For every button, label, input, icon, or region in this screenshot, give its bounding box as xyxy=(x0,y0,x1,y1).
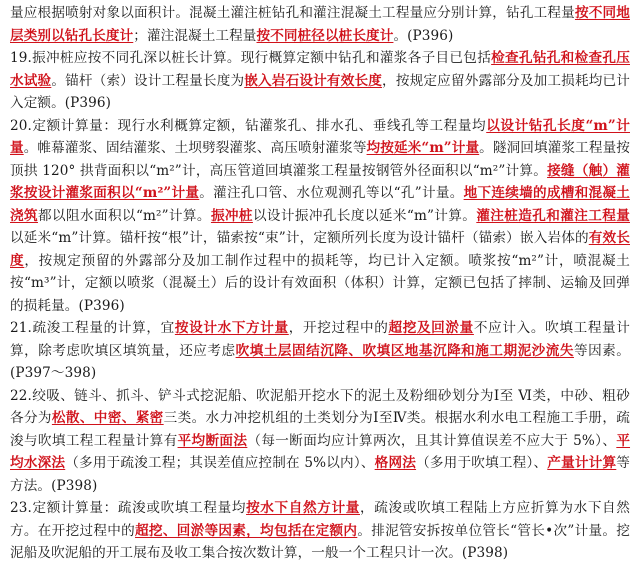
body-text: ，开挖过程中的 xyxy=(288,320,389,336)
body-text: （多用于吹填工程）、 xyxy=(416,455,548,471)
paragraph-23 xyxy=(10,497,630,565)
highlighted-key-phrase: 均按延米“m”计量 xyxy=(366,140,480,156)
highlighted-key-phrase: 以设计钻孔长度“m”计量 xyxy=(10,117,630,156)
body-text: ，按规定预留的外露部分及加工制作过程中的损耗等，均已计入定额。喷浆按“m²”计，喷混凝土按“m³”计，定额以喷浆（混凝土）后的设计有效面积（体积）计算，定额已包括了摔制、运输及回弹的损耗量。(P396) xyxy=(10,252,630,314)
body-text: ，疏浚或吹填工程陆上方应折算为水下自然方。在开挖过程中的 xyxy=(10,500,630,539)
body-text: 。隧洞回填灌浆工程量按顶拱 120° 拱背面积以“m²”计，高压管道回填灌浆工程量按钢管外径面积以“m²”计算。 xyxy=(10,140,630,179)
body-text: 等方法。(P398) xyxy=(10,455,630,494)
body-text: 21.疏浚工程量的计算，宜 xyxy=(10,320,175,336)
paragraph-22 xyxy=(10,385,630,498)
highlighted-key-phrase: 松散、中密、紧密 xyxy=(51,410,164,426)
highlighted-key-phrase: 地下连续墙的成槽和混凝土浇筑 xyxy=(10,185,630,224)
highlighted-key-phrase: 嵌入岩石设计有效长度 xyxy=(244,72,383,89)
body-text: 。帷幕灌浆、固结灌浆、土坝劈裂灌浆、高压喷射灌浆等 xyxy=(23,140,367,156)
paragraph-19 xyxy=(10,47,630,115)
highlighted-key-phrase: 灌注桩造孔和灌注工程量 xyxy=(476,207,630,224)
paragraph-21 xyxy=(10,317,630,385)
body-text: （多用于疏浚工程；其误差值应控制在 5%以内）、 xyxy=(65,455,375,471)
body-text: ，按规定应留外露部分及加工损耗均已计入定额。(P396) xyxy=(10,72,630,111)
body-text: 。锚杆（索）设计工程量长度为 xyxy=(51,72,245,89)
body-text: 19.振冲桩应按不同孔深以桩长计算。现行概算定额中钻孔和灌浆各子目已包括 xyxy=(10,50,492,66)
body-text: 量应根据喷射对象以面积计。混凝土灌注桩钻孔和灌注混凝土工程量应分别计算，钻孔工程量 xyxy=(10,5,575,21)
highlighted-key-phrase: 有效长度 xyxy=(10,230,630,269)
highlighted-key-phrase: 按不同桩径以桩长度计 xyxy=(256,27,394,44)
body-text: 不应计入。吹填工程量计算，除考虑吹填区填筑量，还应考虑 xyxy=(10,320,630,359)
body-text: 以延米“m”计算。锚杆按“根”计，锚索按“束”计，定额所列长度为设计锚杆（锚索）嵌入岩体的 xyxy=(10,230,589,246)
highlighted-key-phrase: 接缝（触）灌浆按设计灌浆面积以“m²”计量 xyxy=(10,162,630,201)
body-text: 。排泥管安拆按单位管长“管长•次”计量。挖泥船及吹泥船的开工展布及收工集合按次数计算，一般一个工程只计一次。(P398) xyxy=(10,522,630,561)
body-text: 以设计振冲孔长度以延米“m”计算。 xyxy=(252,207,477,224)
paragraph-20 xyxy=(10,115,630,318)
highlighted-key-phrase: 超挖、回淤等因素，均包括在定额内 xyxy=(135,522,358,539)
highlighted-key-phrase: 按设计水下方计量 xyxy=(174,320,289,336)
highlighted-key-phrase: 超挖及回淤量 xyxy=(388,320,474,336)
highlighted-key-phrase: 平均水深法 xyxy=(10,432,631,471)
highlighted-key-phrase: 检查孔钻孔和检查孔压水试验 xyxy=(10,50,630,89)
highlighted-key-phrase: 按不同地层类别以钻孔长度计 xyxy=(10,5,630,44)
body-text: （每一断面均应计算两次，且其计算值误差不应大于 5%）、 xyxy=(247,432,617,449)
body-text: 23.定额计算量：疏浚或吹填工程量均 xyxy=(10,500,247,516)
highlighted-key-phrase: 格网法 xyxy=(374,455,417,471)
body-text: 20.定额计算量：现行水利概算定额，钻灌浆孔、排水孔、垂线孔等工程量均 xyxy=(10,117,487,134)
body-text: 等因素。(P397～398) xyxy=(10,342,630,381)
body-text: 22.绞吸、链斗、抓斗、铲斗式挖泥船、吹泥船开挖水下的泥土及粉细砂划分为Ⅰ至 Ⅵ类，中砂、粗砂各分为 xyxy=(10,387,630,426)
highlighted-key-phrase: 按水下自然方计量 xyxy=(246,500,360,516)
paragraph-18-continued xyxy=(10,2,630,47)
highlighted-key-phrase: 振冲桩 xyxy=(210,207,253,224)
highlighted-key-phrase: 吹填土层固结沉降、吹填区地基沉降和施工期泥沙流失 xyxy=(235,342,574,359)
highlighted-key-phrase: 平均断面法 xyxy=(177,432,248,449)
body-text: ；灌注混凝土工程量 xyxy=(133,27,257,44)
body-text: 都以阻水面积以“m²”计算。 xyxy=(38,207,211,224)
highlighted-key-phrase: 产量计计算 xyxy=(547,455,617,471)
body-text: 。灌注孔口管、水位观测孔等以“孔”计量。 xyxy=(199,185,464,201)
body-text: 三类。水力冲挖机组的土类划分为Ⅰ至Ⅳ类。根据水利水电工程施工手册，疏浚与吹填工程工程量计算有 xyxy=(10,410,630,449)
body-text: 。(P396) xyxy=(393,27,454,44)
